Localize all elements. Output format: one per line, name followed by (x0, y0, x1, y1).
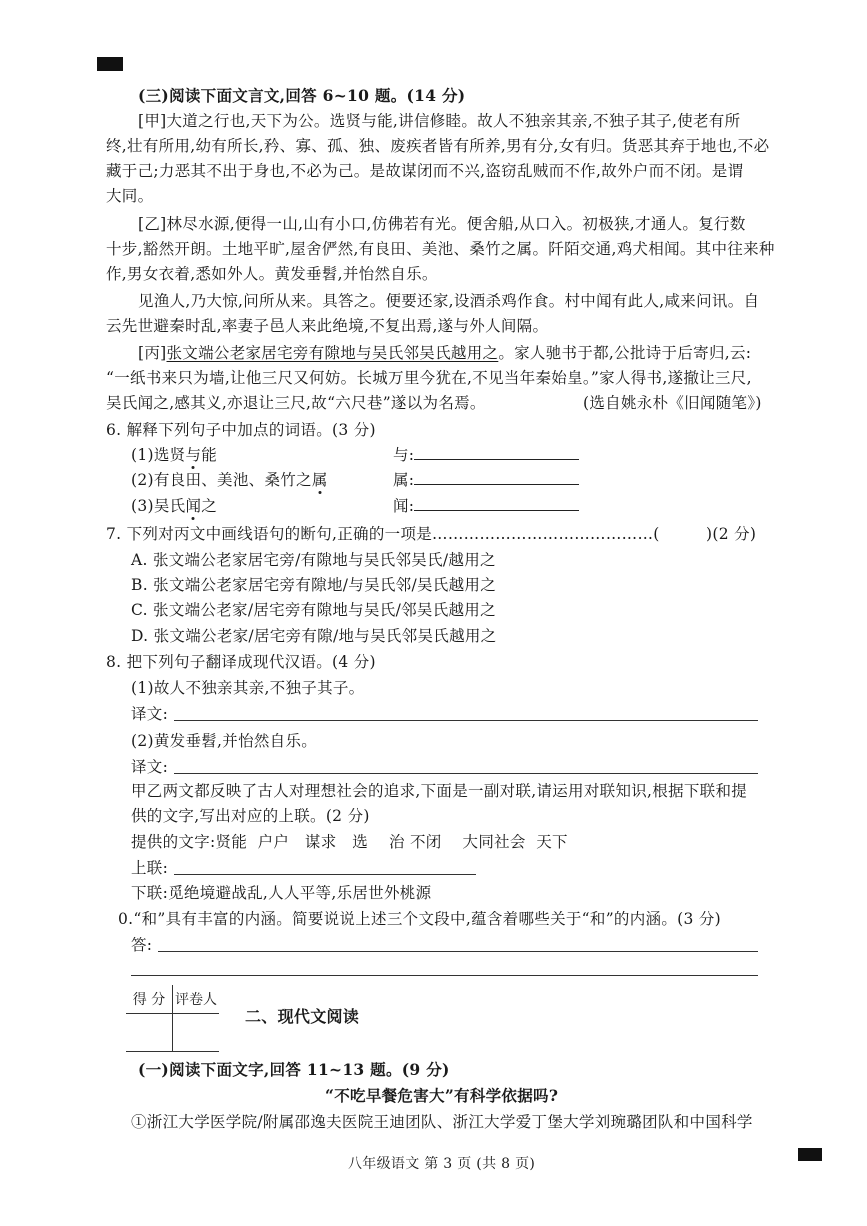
bing-rest: 。家人驰书于都,公批诗于后寄归,云: (498, 344, 752, 362)
q6-blank-1[interactable] (414, 443, 579, 460)
article-para-1: ①浙江大学医学院/附属邵逸夫医院王迪团队、浙江大学爱丁堡大学刘琬璐团队和中国科学 (131, 1113, 753, 1131)
score-label: 得 分 (126, 985, 173, 1013)
bing-prefix: [丙] (138, 344, 167, 362)
text-jia-2: 终,壮有所用,幼有所长,矜、寡、孤、独、废疾者皆有所养,男有分,女有归。货恶其弃于地也,不必 (106, 137, 770, 155)
section-heading: (三)阅读下面文言文,回答 6~10 题。(14 分) (138, 86, 466, 105)
q8-sentence-2: (2)黄发垂髫,并怡然自乐。 (131, 732, 318, 750)
text-bing-2: “一纸书来只为墙,让他三尺又何妨。长城万里今犹在,不见当年秦始皇。”家人得书,遂撤让三尺, (106, 369, 752, 387)
q9-line-1: 甲乙两文都反映了古人对理想社会的追求,下面是一副对联,请运用对联知识,根据下联和提 (131, 782, 748, 800)
registration-mark-bottom (798, 1148, 822, 1161)
text-bing-1 (138, 341, 751, 365)
text-yi-4: 见渔人,乃大惊,问所从来。具答之。便要还家,设酒杀鸡作食。村中闻有此人,咸来问讯。自 (138, 292, 760, 310)
q7-option-b[interactable]: B. 张文端公老家居宅旁有隙地/与吴氏邻/吴氏越用之 (131, 576, 496, 594)
q9-upper-label: 上联: (131, 859, 169, 877)
text-yi-3: 作,男女衣着,悉如外人。黄发垂髫,并怡然自乐。 (106, 265, 438, 283)
q9-words: 提供的文字:贤能 户户 谋求 选 治 不闭 大同社会 天下 (131, 833, 568, 851)
part2-title: 二、现代文阅读 (245, 1007, 360, 1026)
q7-option-a[interactable]: A. 张文端公老家居宅旁/有隙地与吴氏邻吴氏/越用之 (131, 551, 496, 569)
grader-label: 评卷人 (173, 985, 220, 1013)
grader-cell[interactable] (173, 1013, 220, 1051)
q10-answer-label: 答: (131, 936, 153, 954)
q7-tail: )(2 分) (706, 525, 757, 543)
q8-answer-label-1: 译文: (131, 705, 169, 723)
q6-item-1: (1)选贤与能 (131, 446, 218, 464)
q10-answer-line-1[interactable] (158, 951, 758, 952)
page-footer: 八年级语文 第 3 页 (共 8 页) (348, 1156, 536, 1172)
q8-answer-label-2: 译文: (131, 758, 169, 776)
q8-sentence-1: (1)故人不独亲其亲,不独子其子。 (131, 679, 365, 697)
text-bing-source: (选自姚永朴《旧闻随笔》) (583, 394, 762, 412)
q6-answer-3: 闻: (393, 494, 579, 518)
text-jia-4: 大同。 (106, 187, 154, 205)
q9-line-2: 供的文字,写出对应的上联。(2 分) (131, 807, 370, 825)
q8-answer-line-2[interactable] (174, 773, 758, 774)
q9-lower: 下联:觅绝境避战乱,人人平等,乐居世外桃源 (131, 884, 432, 902)
text-jia-3: 藏于己;力恶其不出于身也,不必为己。是故谋闭而不兴,盗窃乱贼而不作,故外户而不闭。是谓 (106, 162, 744, 180)
q6-blank-3[interactable] (414, 494, 579, 511)
q9-upper-line[interactable] (174, 874, 476, 875)
q8-stem: 8. 把下列句子翻译成现代汉语。(4 分) (106, 653, 376, 671)
registration-mark-top (97, 57, 123, 71)
part2-subheading: (一)阅读下面文字,回答 11~13 题。(9 分) (138, 1060, 450, 1079)
score-box (126, 985, 219, 1052)
q7-stem: 7. 下列对丙文中画线语句的断句,正确的一项是……………………………………( (106, 525, 660, 543)
text-jia-1: [甲]大道之行也,天下为公。选贤与能,讲信修睦。故人不独亲其亲,不独子其子,使老有所 (138, 112, 741, 130)
q6-answer-1: 与: (393, 443, 579, 467)
q10-answer-line-2[interactable] (131, 975, 758, 976)
text-yi-2: 十步,豁然开朗。土地平旷,屋舍俨然,有良田、美池、桑竹之属。阡陌交通,鸡犬相闻。其中往来种 (106, 240, 775, 258)
q6-item-2: (2)有良田、美池、桑竹之属 (131, 471, 328, 489)
q8-answer-line-1[interactable] (174, 720, 758, 721)
text-yi-1: [乙]林尽水源,便得一山,山有小口,仿佛若有光。便舍船,从口入。初极狭,才通人。复行数 (138, 215, 746, 233)
q7-option-d[interactable]: D. 张文端公老家/居宅旁有隙/地与吴氏邻吴氏越用之 (131, 627, 497, 645)
bing-underlined-sentence: 张文端公老家居宅旁有隙地与吴氏邻吴氏越用之 (166, 344, 499, 362)
q6-stem: 6. 解释下列句子中加点的词语。(3 分) (106, 421, 376, 439)
text-bing-3: 吴氏闻之,感其义,亦退让三尺,故“六尺巷”遂以为名焉。 (106, 394, 486, 412)
q6-answer-2: 属: (393, 468, 579, 492)
article-title: “不吃早餐危害大”有科学依据吗? (325, 1086, 559, 1105)
q6-item-3: (3)吴氏闻之 (131, 497, 218, 515)
q6-blank-2[interactable] (414, 468, 579, 485)
q10-stem: 0.“和”具有丰富的内涵。简要说说上述三个文段中,蕴含着哪些关于“和”的内涵。(3 分) (118, 910, 721, 928)
q7-option-c[interactable]: C. 张文端公老家/居宅旁有隙地与吴氏/邻吴氏越用之 (131, 601, 496, 619)
text-yi-5: 云先世避秦时乱,率妻子邑人来此绝境,不复出焉,遂与外人间隔。 (106, 317, 549, 335)
score-cell[interactable] (126, 1013, 173, 1051)
